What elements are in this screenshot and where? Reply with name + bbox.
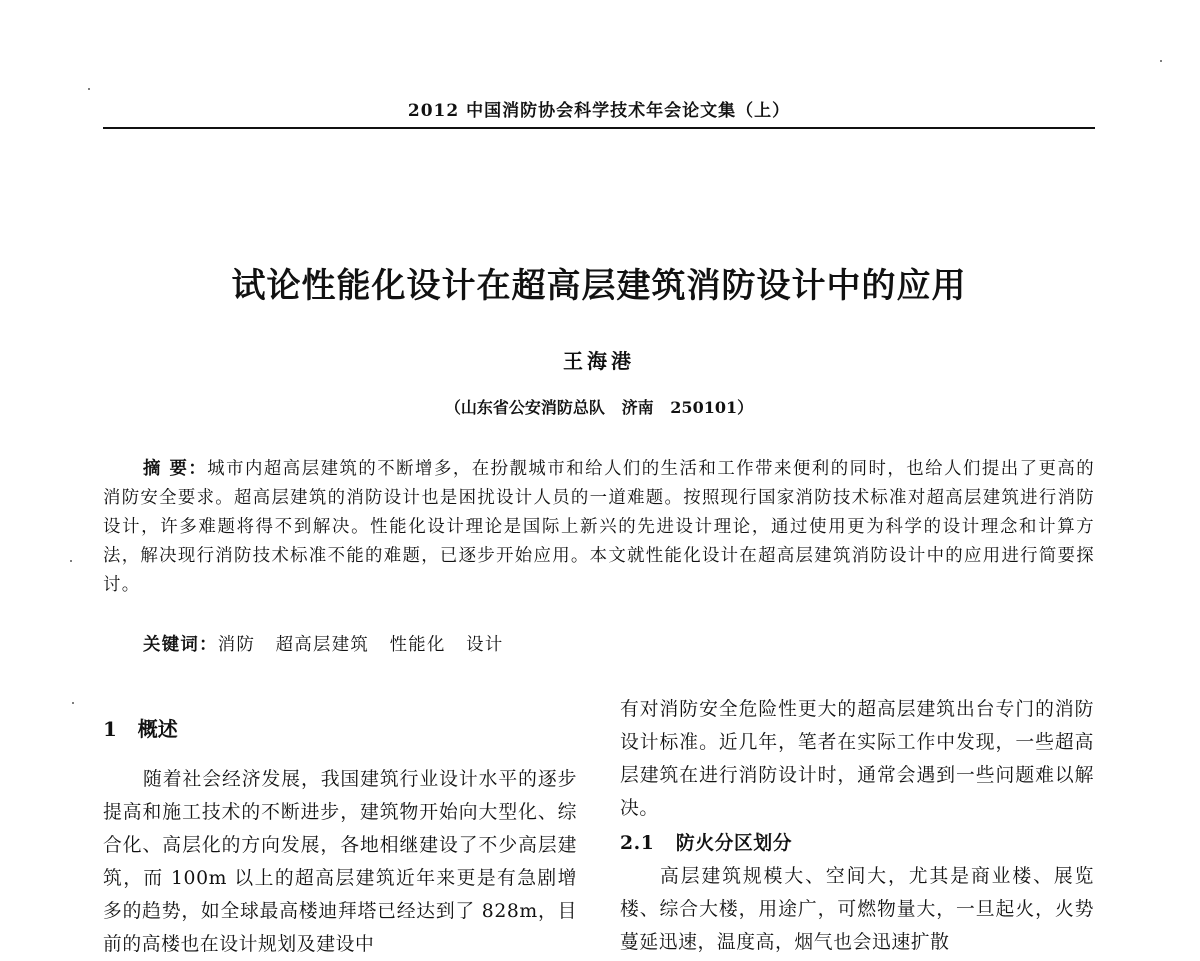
header-rule bbox=[103, 127, 1095, 129]
abstract bbox=[103, 455, 1095, 600]
keywords-label: 关键词： bbox=[143, 635, 218, 655]
right-column bbox=[620, 693, 1094, 959]
scan-speck bbox=[1160, 60, 1162, 62]
running-header: 2012 中国消防协会科学技术年会论文集（上） bbox=[407, 101, 791, 121]
scan-speck bbox=[70, 560, 72, 562]
section-2-1-heading: 2.1 防火分区划分 bbox=[620, 832, 793, 854]
section-2-1-paragraph: 高层建筑规模大、空间大，尤其是商业楼、展览楼、综合大楼，用途广，可燃物量大，一旦起火，火势蔓延迅速，温度高，烟气也会迅速扩散 bbox=[620, 866, 1094, 953]
scan-speck bbox=[72, 702, 74, 704]
paper-title: 试论性能化设计在超高层建筑消防设计中的应用 bbox=[231, 266, 967, 306]
abstract-paragraph bbox=[103, 455, 1095, 600]
author-affiliation: （山东省公安消防总队 济南 250101） bbox=[444, 398, 754, 417]
author-name: 王海港 bbox=[563, 349, 635, 373]
left-column bbox=[103, 763, 577, 961]
section-1-heading: 1 概述 bbox=[103, 717, 178, 741]
section-1-paragraph: 随着社会经济发展，我国建筑行业设计水平的逐步提高和施工技术的不断进步，建筑物开始向大型化、综合化、高层化的方向发展，各地相继建设了不少高层建筑，而 100m 以上的超高层建筑近年来更是有急剧增多的趋势，如全球最高楼迪拜塔已经达到了 828m，目前的高楼也在设计规划及建设中 bbox=[103, 769, 577, 955]
section-1-continued-paragraph: 有对消防安全危险性更大的超高层建筑出台专门的消防设计标准。近几年，笔者在实际工作中发现，一些超高层建筑在进行消防设计时，通常会遇到一些问题难以解决。 bbox=[620, 699, 1094, 819]
abstract-text: 城市内超高层建筑的不断增多，在扮靓城市和给人们的生活和工作带来便利的同时，也给人们提出了更高的消防安全要求。超高层建筑的消防设计也是困扰设计人员的一道难题。按照现行国家消防技术标准对超高层建筑进行消防设计，许多难题将得不到解决。性能化设计理论是国际上新兴的先进设计理论，通过使用更为科学的设计理念和计算方法，解决现行消防技术标准不能的难题，已逐步开始应用。本文就性能化设计在超高层建筑消防设计中的应用进行简要探讨。 bbox=[103, 459, 1095, 595]
keywords bbox=[143, 630, 504, 655]
abstract-label: 摘 要： bbox=[143, 459, 208, 479]
keywords-text: 消防 超高层建筑 性能化 设计 bbox=[217, 635, 504, 655]
scan-speck bbox=[88, 88, 90, 90]
